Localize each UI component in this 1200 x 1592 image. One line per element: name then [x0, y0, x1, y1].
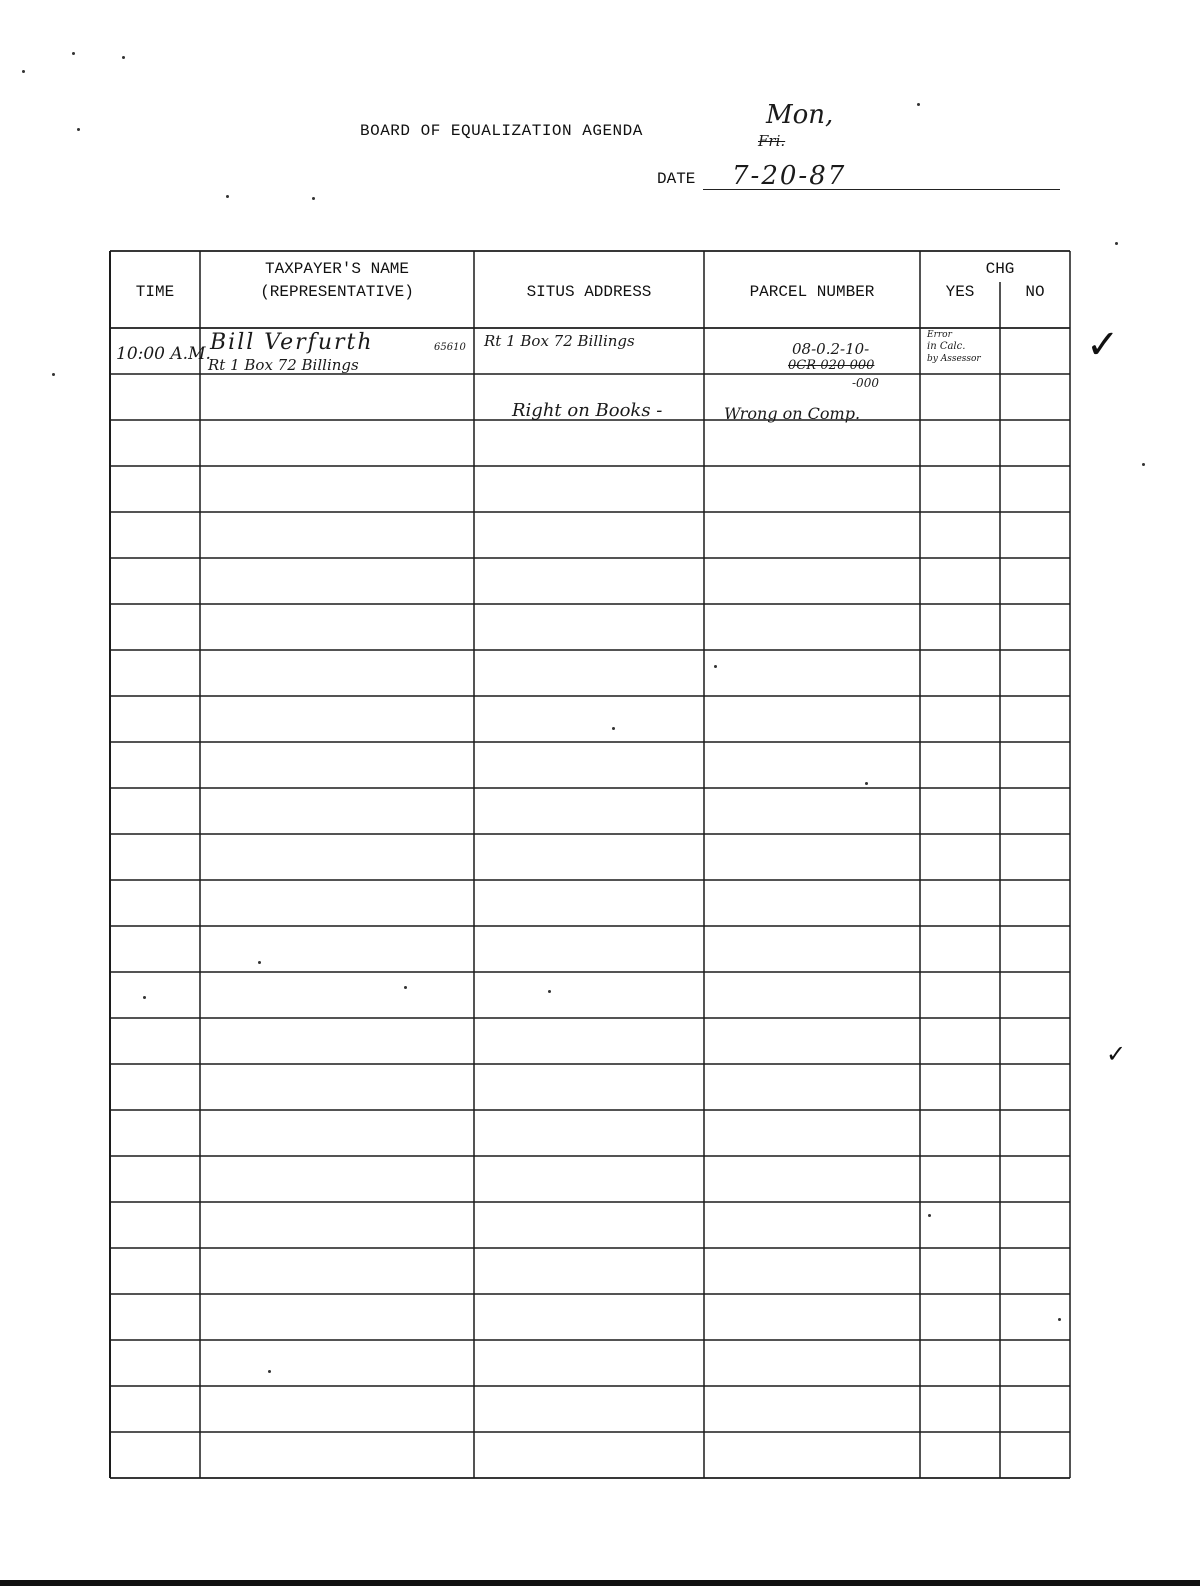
struck-day-note: Fri. [758, 132, 786, 150]
entry-parcel-line1: 08-0.2-10- [792, 340, 870, 358]
header-yes: YES [945, 283, 975, 301]
speck [122, 56, 125, 59]
header-representative: (REPRESENTATIVE) [260, 283, 414, 301]
entry-taxpayer-address: Rt 1 Box 72 Billings [208, 356, 359, 374]
checkmark-icon: ✓ [1086, 322, 1120, 368]
speck [865, 782, 868, 785]
entry-remark-situs: Right on Books - [512, 400, 663, 421]
header-situs-address: SITUS ADDRESS [526, 283, 652, 301]
entry-taxpayer-number: 65610 [434, 342, 466, 353]
header-chg: CHG [985, 260, 1015, 278]
entry-parcel-line2: 0CR-020-000 [788, 358, 875, 373]
header-parcel-number: PARCEL NUMBER [749, 283, 875, 301]
speck [226, 195, 229, 198]
speck [52, 373, 55, 376]
speck [1115, 242, 1118, 245]
agenda-title: BOARD OF EQUALIZATION AGENDA [360, 122, 643, 140]
entry-time: 10:00 A.M. [116, 344, 211, 364]
entry-yes-note-line1: Error [927, 330, 952, 340]
entry-taxpayer-name: Bill Verfurth [210, 330, 374, 355]
entry-remark-parcel: Wrong on Comp. [724, 404, 861, 423]
handwritten-day-note: Mon, [766, 100, 834, 130]
entry-yes-note-line2: in Calc. [927, 341, 966, 352]
speck [1142, 463, 1145, 466]
speck [258, 961, 261, 964]
speck [714, 665, 717, 668]
entry-situs-address: Rt 1 Box 72 Billings [484, 332, 635, 350]
speck [143, 996, 146, 999]
speck [72, 52, 75, 55]
entry-parcel-line3: -000 [852, 376, 879, 390]
speck [548, 990, 551, 993]
date-value: 7-20-87 [732, 161, 847, 191]
speck [77, 128, 80, 131]
speck [22, 70, 25, 73]
speck [1058, 1318, 1061, 1321]
speck [917, 103, 920, 106]
speck [928, 1214, 931, 1217]
header-taxpayer-name: TAXPAYER'S NAME [264, 260, 410, 278]
speck [612, 727, 615, 730]
speck [268, 1370, 271, 1373]
header-time: TIME [135, 283, 175, 301]
speck [312, 197, 315, 200]
speck [404, 986, 407, 989]
checkmark-small-icon: ✓ [1106, 1040, 1127, 1068]
entry-yes-note-line3: by Assessor [927, 354, 981, 364]
date-label: DATE [657, 170, 696, 188]
page-bottom-edge [0, 1580, 1200, 1586]
header-no: NO [1025, 283, 1045, 301]
